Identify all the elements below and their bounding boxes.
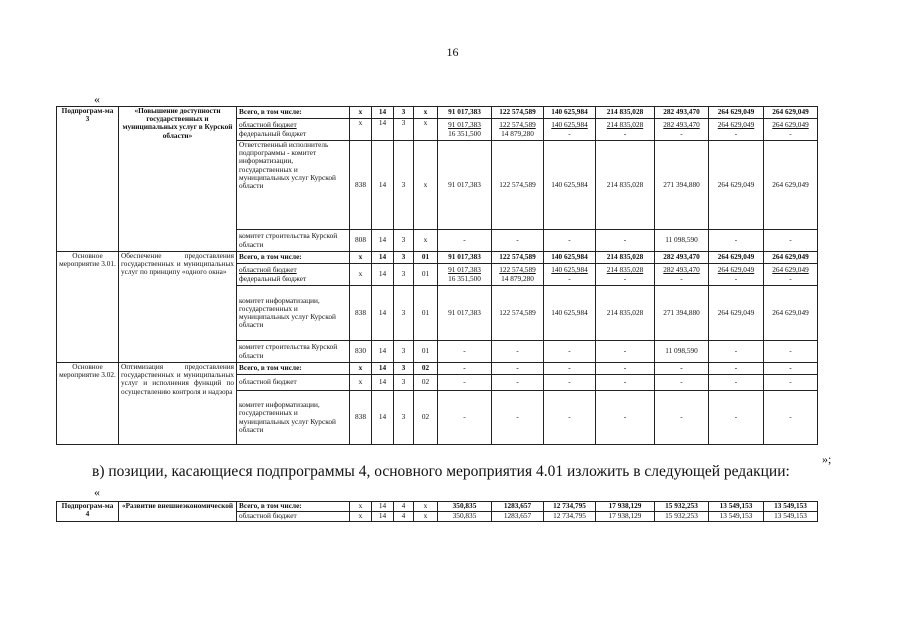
value-cell: 271 394,880 <box>655 286 709 341</box>
value-cell: 12 734,795 <box>544 512 596 522</box>
code-cell: x <box>350 502 372 512</box>
value-cell: - <box>438 375 492 391</box>
code-cell: 3 <box>394 375 414 391</box>
value-cell: - <box>709 341 764 363</box>
value-cell: - <box>492 375 544 391</box>
table-row <box>57 363 818 375</box>
value-cell: 12 734,795 <box>544 502 596 512</box>
code-cell: x <box>414 502 438 512</box>
value-cell: 11 098,590 <box>655 230 709 252</box>
code-cell: 14 <box>372 264 394 286</box>
value-cell: - <box>655 375 709 391</box>
code-cell: 3 <box>394 341 414 363</box>
source-cell: Ответственный исполнитель подпрограммы - комитет информатизации, государственных и муниципальных услуг Курской области <box>237 141 350 230</box>
value-cell: 122 574,589 <box>492 107 544 119</box>
code-cell: 830 <box>350 341 372 363</box>
value-line: 140 625,984 <box>551 265 588 275</box>
subprogram-3-title: «Повышение доступности государственных и муниципальных услуг в Курской области» <box>119 107 237 252</box>
subprogram-3-label: Подпрограм-ма 3 <box>57 107 119 252</box>
value-cell <box>764 119 818 141</box>
source-cell: комитет информатизации, государственных и муниципальных услуг Курской области <box>237 391 350 445</box>
activity-3-01-title: Обеспечение предоставления государственных и муниципальных услуг по принципу «одного окна» <box>119 252 237 363</box>
code-cell: 01 <box>414 341 438 363</box>
value-cell: - <box>492 391 544 445</box>
code-cell: x <box>350 107 372 119</box>
value-cell: 264 629,049 <box>764 252 818 264</box>
value-line: - <box>680 128 683 138</box>
value-cell: 17 938,129 <box>596 502 655 512</box>
source-line: областной бюджет <box>239 120 297 130</box>
value-cell: 140 625,984 <box>544 252 596 264</box>
value-line: - <box>789 128 792 138</box>
value-cell: 214 835,028 <box>596 141 655 230</box>
close-quote: »; <box>822 452 832 466</box>
source-line: областной бюджет <box>239 265 297 275</box>
value-cell: - <box>438 230 492 252</box>
activity-3-02-label: Основное мероприятие 3.02. <box>57 363 119 445</box>
value-line: 264 629,049 <box>717 265 755 275</box>
value-cell: - <box>596 391 655 445</box>
code-cell: x <box>414 119 438 141</box>
value-cell: 264 629,049 <box>709 107 764 119</box>
value-cell: 1283,657 <box>492 512 544 522</box>
value-cell: - <box>764 391 818 445</box>
value-cell <box>764 264 818 286</box>
value-cell <box>655 264 709 286</box>
value-cell: - <box>544 375 596 391</box>
value-cell: - <box>764 375 818 391</box>
code-cell: 4 <box>394 502 414 512</box>
value-cell: 91 017,383 <box>438 141 492 230</box>
source-cell: комитет информатизации, государственных и муниципальных услуг Курской области <box>237 286 350 341</box>
value-cell: 264 629,049 <box>764 286 818 341</box>
value-cell: - <box>438 341 492 363</box>
value-cell: - <box>438 363 492 375</box>
value-cell: - <box>544 341 596 363</box>
value-line: - <box>623 273 627 283</box>
code-cell: x <box>414 512 438 522</box>
source-line: федеральный бюджет <box>239 128 307 138</box>
code-cell: x <box>414 107 438 119</box>
code-cell: 02 <box>414 375 438 391</box>
code-cell: 4 <box>394 512 414 522</box>
value-cell: 91 017,383 <box>438 107 492 119</box>
code-cell: 14 <box>372 252 394 264</box>
source-cell: Всего, в том числе: <box>237 363 350 375</box>
value-cell: - <box>596 341 655 363</box>
value-line: - <box>568 128 571 138</box>
table-row <box>57 252 818 264</box>
source-cell: Всего, в том числе: <box>237 107 350 119</box>
value-cell: - <box>544 363 596 375</box>
value-line: 91 017,383 <box>448 265 481 275</box>
value-cell: - <box>764 230 818 252</box>
code-cell: 14 <box>372 107 394 119</box>
code-cell: x <box>414 141 438 230</box>
value-cell <box>544 119 596 141</box>
value-cell: 264 629,049 <box>764 107 818 119</box>
code-cell: x <box>350 363 372 375</box>
code-cell: 01 <box>414 264 438 286</box>
value-cell: - <box>709 391 764 445</box>
value-cell: - <box>655 391 709 445</box>
source-cell <box>237 264 350 286</box>
code-cell: 01 <box>414 252 438 264</box>
budget-table-subprogram-4 <box>56 501 818 522</box>
source-cell: комитет строительства Курской области <box>237 341 350 363</box>
code-cell: 14 <box>372 512 394 522</box>
table-row <box>57 107 818 119</box>
open-quote: « <box>94 92 100 106</box>
value-cell: - <box>596 375 655 391</box>
code-cell: 14 <box>372 391 394 445</box>
value-cell: - <box>596 363 655 375</box>
code-cell: 14 <box>372 502 394 512</box>
value-line: - <box>623 128 627 138</box>
code-cell: 838 <box>350 141 372 230</box>
value-cell: 13 549,153 <box>709 502 764 512</box>
value-cell: 264 629,049 <box>709 252 764 264</box>
code-cell: 3 <box>394 107 414 119</box>
source-line: федеральный бюджет <box>239 273 307 283</box>
value-line: 282 493,470 <box>663 265 700 275</box>
source-cell: Всего, в том числе: <box>237 252 350 264</box>
value-cell: 15 932,253 <box>655 512 709 522</box>
value-cell: 140 625,984 <box>544 141 596 230</box>
value-cell <box>438 264 492 286</box>
value-cell: 264 629,049 <box>764 141 818 230</box>
code-cell: x <box>350 375 372 391</box>
value-cell: - <box>544 391 596 445</box>
value-cell: 214 835,028 <box>596 286 655 341</box>
value-cell: - <box>709 230 764 252</box>
value-cell: 282 493,470 <box>655 252 709 264</box>
value-cell: 91 017,383 <box>438 286 492 341</box>
value-cell: - <box>438 391 492 445</box>
code-cell: 3 <box>394 230 414 252</box>
value-cell: 214 835,028 <box>596 107 655 119</box>
table-row <box>57 502 818 512</box>
code-cell: 3 <box>394 286 414 341</box>
value-line: - <box>568 273 571 283</box>
subprogram-4-label: Подпрограм-ма 4 <box>57 502 119 522</box>
value-cell <box>596 264 655 286</box>
code-cell: 02 <box>414 391 438 445</box>
code-cell: 14 <box>372 363 394 375</box>
open-quote-2: « <box>94 485 100 499</box>
value-line: 140 625,984 <box>551 120 588 130</box>
value-cell <box>709 264 764 286</box>
value-cell <box>596 119 655 141</box>
value-cell: 122 574,589 <box>492 252 544 264</box>
value-cell: - <box>709 375 764 391</box>
value-line: 264 629,049 <box>717 120 755 130</box>
value-cell: 91 017,383 <box>438 252 492 264</box>
code-cell: 14 <box>372 286 394 341</box>
code-cell: 3 <box>394 252 414 264</box>
value-cell: 13 549,153 <box>764 502 818 512</box>
value-line: 122 574,589 <box>499 120 536 130</box>
source-cell: Всего, в том числе: <box>237 502 350 512</box>
value-line: 14 879,280 <box>501 128 534 138</box>
value-line: 214 835,028 <box>606 265 644 275</box>
value-cell: - <box>764 363 818 375</box>
code-cell: 3 <box>394 391 414 445</box>
value-line: 14 879,280 <box>501 273 534 283</box>
value-cell: 264 629,049 <box>709 286 764 341</box>
value-cell: 282 493,470 <box>655 107 709 119</box>
value-line: - <box>734 273 738 283</box>
value-cell: 17 938,129 <box>596 512 655 522</box>
source-cell <box>237 119 350 141</box>
code-cell: x <box>350 252 372 264</box>
value-cell: - <box>492 230 544 252</box>
value-cell: - <box>655 363 709 375</box>
value-cell <box>655 119 709 141</box>
code-cell: x <box>350 264 372 286</box>
value-cell: 13 549,153 <box>709 512 764 522</box>
value-cell: - <box>709 363 764 375</box>
value-line: 264 629,049 <box>772 120 809 130</box>
value-cell <box>492 119 544 141</box>
value-cell: - <box>492 363 544 375</box>
code-cell: 14 <box>372 375 394 391</box>
value-line: 16 351,500 <box>448 273 481 283</box>
code-cell: 3 <box>394 363 414 375</box>
subprogram-4-title: «Развитие внешнеэкономической <box>119 502 237 522</box>
value-line: 264 629,049 <box>772 265 809 275</box>
value-line: - <box>789 273 792 283</box>
value-cell <box>438 119 492 141</box>
value-line: 91 017,383 <box>448 120 481 130</box>
value-cell: 350,835 <box>438 512 492 522</box>
value-line: 122 574,589 <box>499 265 536 275</box>
value-cell: 264 629,049 <box>709 141 764 230</box>
code-cell: 14 <box>372 230 394 252</box>
value-cell: - <box>544 230 596 252</box>
code-cell: x <box>350 119 372 141</box>
value-cell <box>492 264 544 286</box>
source-cell: комитет строительства Курской области <box>237 230 350 252</box>
activity-3-02-title: Оптимизация предоставления государственных и муниципальных услуг и исполнения функций по осуществлению контроля и надзора <box>119 363 237 445</box>
value-cell: 122 574,589 <box>492 286 544 341</box>
code-cell: 14 <box>372 119 394 141</box>
value-cell: - <box>764 341 818 363</box>
code-cell: 3 <box>394 119 414 141</box>
page-number: 16 <box>446 45 459 59</box>
section-heading: в) позиции, касающиеся подпрограммы 4, основного мероприятия 4.01 изложить в следующей редакции: <box>92 463 790 480</box>
value-cell: 15 932,253 <box>655 502 709 512</box>
code-cell: 02 <box>414 363 438 375</box>
value-cell: 214 835,028 <box>596 252 655 264</box>
value-cell: 271 394,880 <box>655 141 709 230</box>
code-cell: x <box>414 230 438 252</box>
source-cell: областной бюджет <box>237 512 350 522</box>
value-cell: 140 625,984 <box>544 107 596 119</box>
value-cell: 140 625,984 <box>544 286 596 341</box>
source-cell: областной бюджет <box>237 375 350 391</box>
value-line: 16 351,500 <box>448 128 481 138</box>
value-cell: 13 549,153 <box>764 512 818 522</box>
value-cell <box>544 264 596 286</box>
code-cell: 14 <box>372 341 394 363</box>
value-line: - <box>680 273 683 283</box>
value-cell: 1283,657 <box>492 502 544 512</box>
code-cell: 808 <box>350 230 372 252</box>
activity-3-01-label: Основное мероприятие 3.01. <box>57 252 119 363</box>
value-cell <box>709 119 764 141</box>
value-line: 214 835,028 <box>606 120 644 130</box>
code-cell: 838 <box>350 391 372 445</box>
code-cell: 838 <box>350 286 372 341</box>
code-cell: 3 <box>394 141 414 230</box>
value-cell: - <box>492 341 544 363</box>
value-cell: 350,835 <box>438 502 492 512</box>
value-line: - <box>734 128 738 138</box>
value-cell: 122 574,589 <box>492 141 544 230</box>
budget-table-subprogram-3 <box>56 106 818 445</box>
value-line: 282 493,470 <box>663 120 700 130</box>
code-cell: 3 <box>394 264 414 286</box>
value-cell: 11 098,590 <box>655 341 709 363</box>
code-cell: 01 <box>414 286 438 341</box>
value-cell: - <box>596 230 655 252</box>
code-cell: 14 <box>372 141 394 230</box>
code-cell: x <box>350 512 372 522</box>
